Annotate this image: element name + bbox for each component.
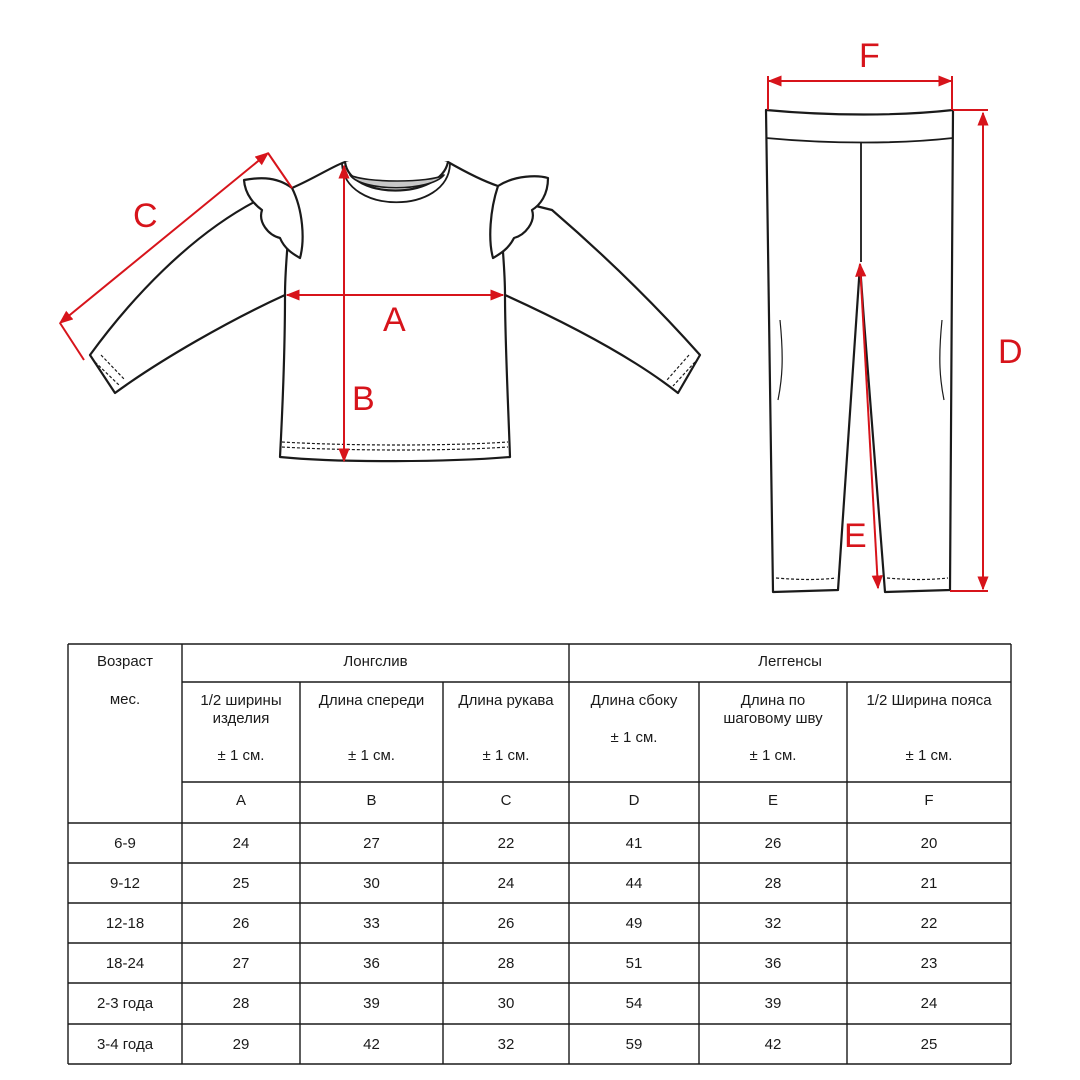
age-cell: 12-18 bbox=[105, 914, 145, 932]
measure-tick-c2 bbox=[60, 323, 84, 360]
column-tolerance-d: ± 1 см. bbox=[610, 729, 658, 746]
age-cell: 3-4 года bbox=[96, 1035, 154, 1053]
column-code-b: B bbox=[366, 792, 377, 809]
column-code-c: C bbox=[500, 792, 512, 809]
value-cell: 49 bbox=[625, 914, 643, 932]
column-code-a: A bbox=[235, 792, 246, 809]
value-cell: 28 bbox=[232, 995, 250, 1012]
column-code-e: E bbox=[767, 792, 778, 809]
value-cell: 26 bbox=[497, 914, 515, 932]
column-title-d: Длина сбоку bbox=[590, 692, 678, 709]
longsleeve-header: Лонгслив bbox=[343, 653, 408, 670]
column-tolerance-b: ± 1 см. bbox=[348, 747, 395, 764]
age-cell: 6-9 bbox=[114, 834, 136, 852]
value-cell: 21 bbox=[920, 874, 938, 892]
value-cell: 32 bbox=[764, 914, 782, 932]
value-cell: 30 bbox=[363, 874, 380, 892]
value-cell: 25 bbox=[920, 1035, 938, 1053]
value-cell: 22 bbox=[920, 914, 938, 932]
value-cell: 24 bbox=[920, 995, 938, 1012]
value-cell: 39 bbox=[363, 995, 380, 1012]
value-cell: 24 bbox=[232, 834, 250, 852]
value-cell: 36 bbox=[363, 954, 380, 972]
column-code-d: D bbox=[628, 792, 640, 809]
value-cell: 44 bbox=[625, 874, 643, 892]
age-cell: 9-12 bbox=[109, 874, 141, 892]
value-cell: 33 bbox=[363, 914, 380, 932]
column-title-e: Длина по шаговому шву bbox=[723, 692, 823, 727]
measure-label-f: F bbox=[859, 37, 880, 75]
column-tolerance-e: ± 1 см. bbox=[749, 747, 797, 764]
value-cell: 26 bbox=[232, 914, 250, 932]
value-cell: 23 bbox=[920, 954, 938, 972]
column-title-a: 1/2 ширины изделия bbox=[200, 692, 282, 727]
column-title-c: Длина рукава bbox=[458, 692, 554, 709]
measure-label-e: E bbox=[844, 517, 867, 555]
value-cell: 36 bbox=[764, 954, 782, 972]
column-title-f: 1/2 Ширина пояса bbox=[866, 692, 992, 709]
value-cell: 22 bbox=[497, 834, 515, 852]
value-cell: 30 bbox=[497, 995, 515, 1012]
value-cell: 32 bbox=[497, 1035, 515, 1053]
age-cell: 2-3 года bbox=[96, 995, 154, 1012]
value-cell: 29 bbox=[232, 1035, 250, 1053]
value-cell: 26 bbox=[764, 834, 782, 852]
value-cell: 39 bbox=[764, 995, 782, 1012]
age-header-unit: мес. bbox=[109, 691, 141, 708]
value-cell: 42 bbox=[764, 1035, 782, 1053]
value-cell: 20 bbox=[920, 834, 938, 852]
age-header: Возраст bbox=[96, 653, 154, 670]
measure-label-b: B bbox=[352, 380, 375, 418]
leggings-header: Леггенсы bbox=[758, 653, 822, 670]
value-cell: 28 bbox=[497, 954, 515, 972]
column-tolerance-c: ± 1 см. bbox=[482, 747, 530, 764]
measure-label-c: C bbox=[133, 197, 158, 235]
value-cell: 25 bbox=[232, 874, 250, 892]
value-cell: 27 bbox=[363, 834, 380, 852]
value-cell: 41 bbox=[625, 834, 643, 852]
value-cell: 24 bbox=[497, 874, 515, 892]
value-cell: 28 bbox=[764, 874, 782, 892]
value-cell: 54 bbox=[625, 995, 643, 1012]
value-cell: 42 bbox=[363, 1035, 380, 1053]
measure-label-a: A bbox=[383, 301, 406, 339]
value-cell: 27 bbox=[232, 954, 250, 972]
column-title-b: Длина спереди bbox=[318, 692, 425, 709]
age-cell: 18-24 bbox=[105, 954, 145, 972]
value-cell: 59 bbox=[625, 1035, 643, 1053]
measure-label-d: D bbox=[998, 333, 1023, 371]
column-code-f: F bbox=[924, 792, 934, 809]
column-tolerance-f: ± 1 см. bbox=[905, 747, 953, 764]
column-tolerance-a: ± 1 см. bbox=[217, 747, 265, 764]
value-cell: 51 bbox=[625, 954, 643, 972]
